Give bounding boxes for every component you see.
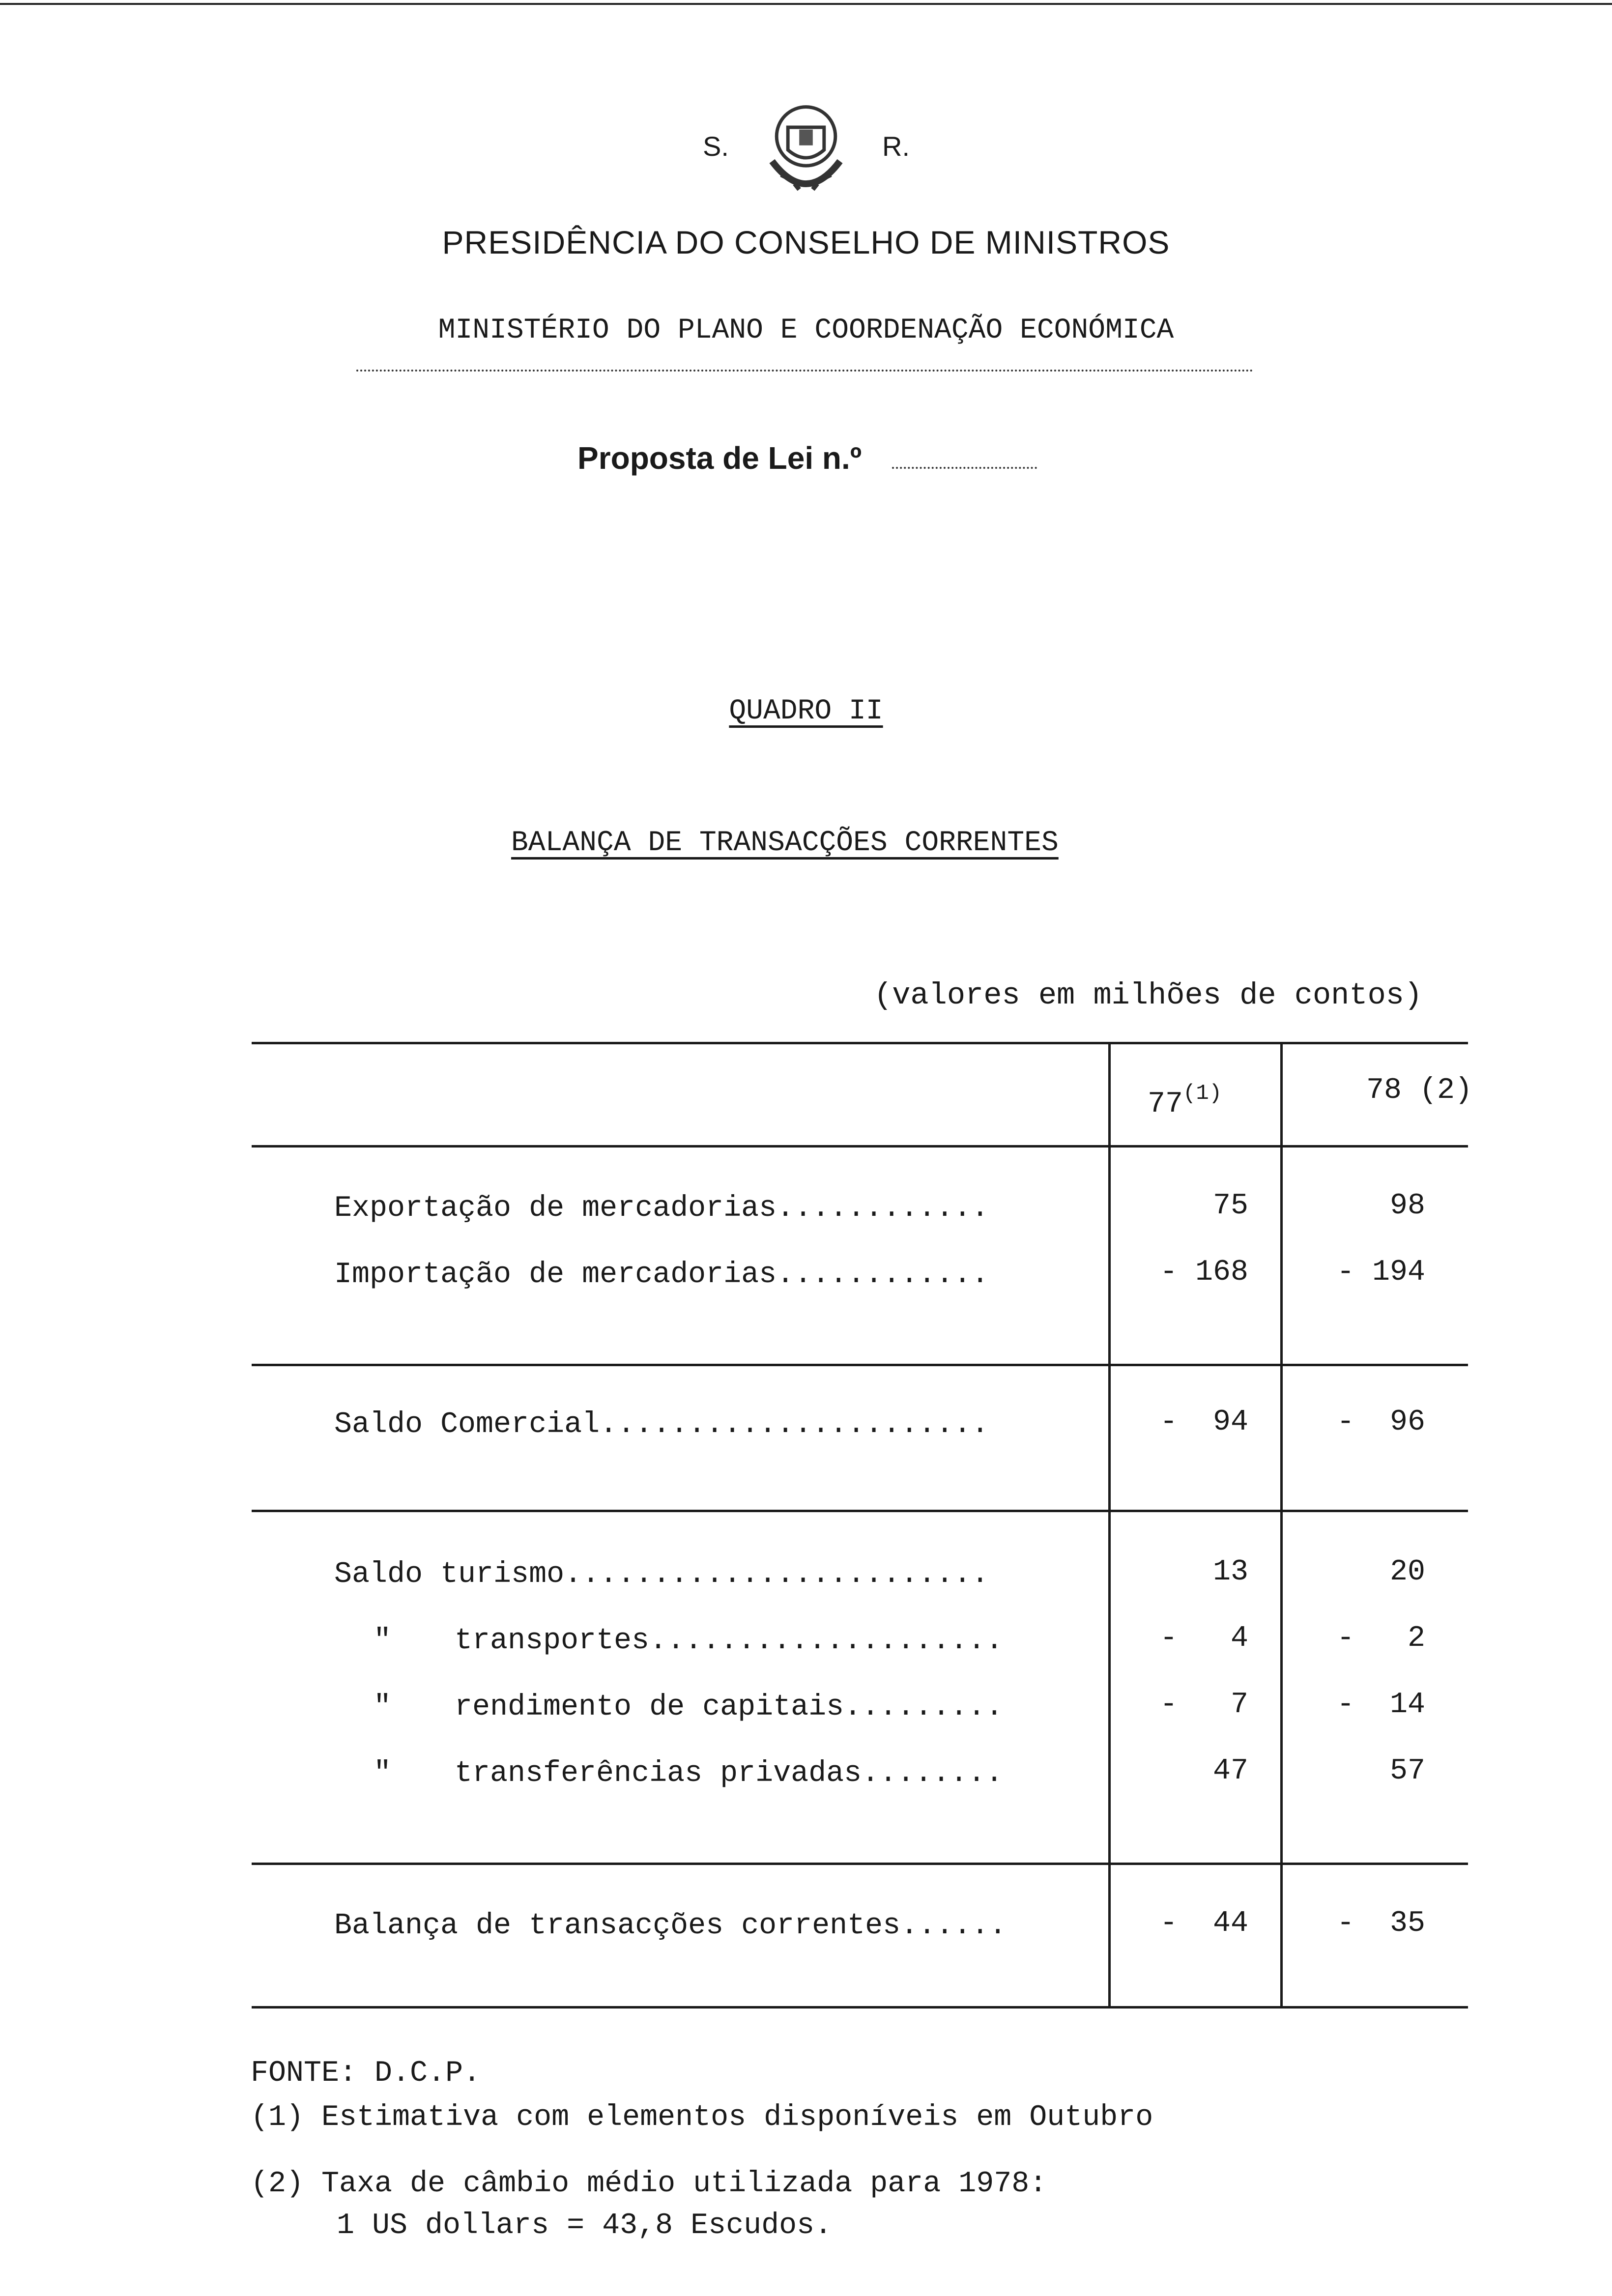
cell-78: 20 (1389, 1555, 1425, 1589)
table-row (334, 1558, 989, 1591)
quadro-title: QUADRO II (729, 695, 883, 727)
cell-77: - 4 (1159, 1622, 1248, 1655)
cell-78: - 194 (1336, 1256, 1425, 1289)
row-leader-dots: .................... (649, 1624, 1004, 1658)
table-row (334, 1691, 1003, 1724)
cell-77: - 7 (1159, 1688, 1248, 1722)
table-rule-services (252, 1863, 1468, 1865)
top-border-line (0, 3, 1612, 5)
footnote-2-line-1: (2) Taxa de câmbio médio utilizada para 1978: (251, 2167, 1047, 2201)
table-column-divider-1 (1108, 1042, 1111, 2009)
column-header-77 (1148, 1081, 1222, 1121)
table-header-rule (252, 1145, 1468, 1148)
row-leader-dots: ............ (777, 1258, 989, 1292)
cell-77: - 94 (1159, 1406, 1248, 1439)
cell-78: - 2 (1336, 1622, 1425, 1655)
header-sr-left: S. (703, 131, 729, 162)
proposta-number-blank (892, 467, 1037, 469)
ditto-mark: " (374, 1691, 392, 1724)
row-leader-dots: ...... (900, 1909, 1007, 1943)
row-leader-dots: ............ (777, 1192, 989, 1225)
ministerio-dotted-rule (356, 370, 1253, 372)
row-leader-dots: ........................ (564, 1558, 989, 1591)
row-leader-dots: ...................... (600, 1408, 989, 1441)
header-sr-right: R. (882, 131, 910, 162)
row-leader-dots: ......... (844, 1691, 1004, 1724)
ditto-mark: " (374, 1757, 392, 1790)
ministerio-heading: MINISTÉRIO DO PLANO E COORDENAÇÃO ECONÓMICA (438, 315, 1174, 346)
table-rule-merchandise (252, 1364, 1468, 1366)
row-label: rendimento de capitais (455, 1691, 844, 1724)
table-bottom-rule (252, 2006, 1468, 2009)
footnote-1: (1) Estimativa com elementos disponíveis em Outubro (251, 2101, 1153, 2134)
table-row (334, 1258, 989, 1292)
row-label: Balança de transacções correntes (334, 1909, 901, 1943)
cell-77: 47 (1212, 1754, 1248, 1788)
source-note: FONTE: D.C.P. (251, 2057, 481, 2090)
table-rule-saldo (252, 1510, 1468, 1512)
cell-78: - 35 (1336, 1907, 1425, 1940)
presidencia-heading: PRESIDÊNCIA DO CONSELHO DE MINISTROS (442, 224, 1170, 260)
cell-77: 13 (1212, 1555, 1248, 1589)
cell-77: - 44 (1159, 1907, 1248, 1940)
row-label: Exportação de mercadorias (334, 1192, 777, 1225)
table-top-rule (252, 1042, 1468, 1044)
footnote-2-line-2: 1 US dollars = 43,8 Escudos. (337, 2209, 833, 2242)
table-column-divider-2 (1280, 1042, 1283, 2009)
table-row (334, 1192, 989, 1225)
table-title: BALANÇA DE TRANSACÇÕES CORRENTES (511, 827, 1059, 859)
row-label: transportes (455, 1624, 650, 1658)
column-header-77-label: 77 (1148, 1088, 1183, 1121)
cell-78: - 14 (1336, 1688, 1425, 1722)
cell-77: 75 (1212, 1189, 1248, 1223)
table-row (334, 1408, 989, 1441)
row-label: Importação de mercadorias (334, 1258, 777, 1292)
row-label: transferências privadas (455, 1757, 862, 1790)
cell-78: - 96 (1336, 1406, 1425, 1439)
cell-77: - 168 (1159, 1256, 1248, 1289)
proposta-label: Proposta de Lei n.º (577, 440, 862, 476)
table-row (334, 1909, 1007, 1943)
column-header-78: 78 (2) (1366, 1074, 1473, 1107)
row-label: Saldo Comercial (334, 1408, 600, 1441)
cell-78: 98 (1389, 1189, 1425, 1223)
coat-of-arms-icon (749, 93, 863, 206)
cell-78: 57 (1389, 1754, 1425, 1788)
column-header-77-note: (1) (1183, 1081, 1222, 1106)
table-row (334, 1624, 1003, 1658)
units-note: (valores em milhões de contos) (874, 978, 1423, 1013)
ditto-mark: " (374, 1624, 392, 1658)
row-leader-dots: ........ (862, 1757, 1004, 1790)
table-row (334, 1757, 1003, 1790)
row-label: Saldo turismo (334, 1558, 565, 1591)
